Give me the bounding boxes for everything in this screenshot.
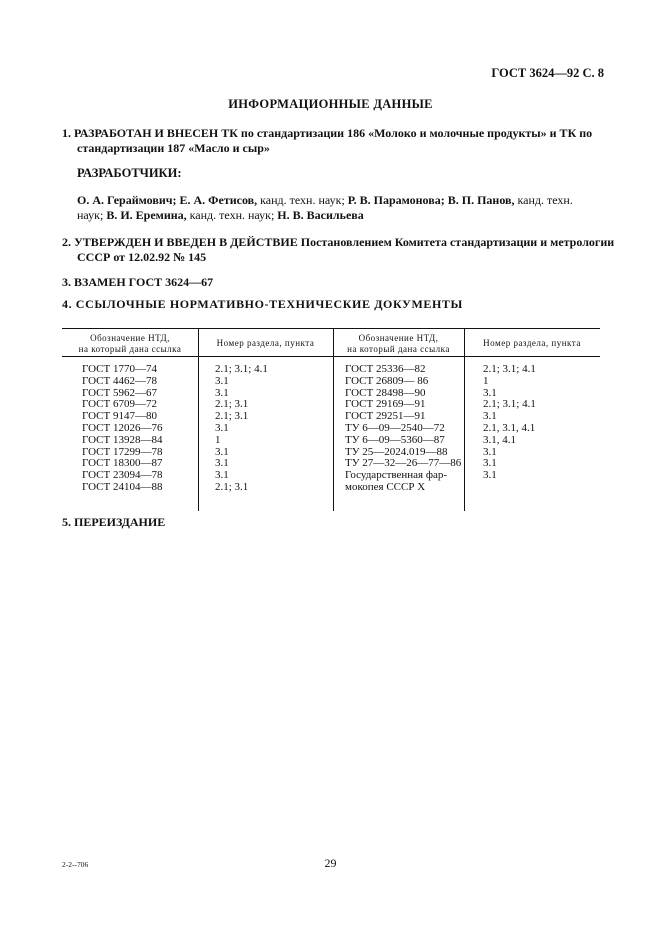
- column-header-line: Обозначение НТД,: [358, 333, 439, 343]
- column-header-line: Обозначение НТД,: [90, 333, 170, 343]
- table-cell: ГОСТ 4462—78: [82, 374, 157, 387]
- table-cell: 3.1: [215, 374, 229, 387]
- section-2-text: Постановлением Комитета стандартизации и метрологии СССР от 12.02.92 № 145: [77, 235, 615, 264]
- column-header-section: Номер раздела, пункта: [216, 338, 315, 348]
- table-cell: 3.1, 4.1: [483, 433, 516, 446]
- developer-name: В. И. Еремина,: [106, 208, 187, 222]
- document-reference: ГОСТ 3624—92 С. 8: [491, 66, 604, 80]
- table-cell: 2.1; 3.1: [215, 398, 249, 411]
- table-divider: [333, 328, 334, 511]
- table-cell: 3.1: [215, 445, 229, 458]
- table-cell: ТУ 6—09—2540—72: [345, 421, 445, 434]
- table-cell: ГОСТ 1770—74: [82, 363, 157, 375]
- table-cell: 1: [483, 374, 489, 387]
- table-cell: 3.1: [483, 457, 497, 470]
- table-cell: 2.1; 3.1; 4.1: [215, 363, 268, 375]
- table-cell: ГОСТ 13928—84: [82, 433, 163, 446]
- developers-list: [77, 193, 602, 223]
- table-cell: 3.1: [215, 421, 229, 434]
- table-cell: Государственная фар-: [345, 469, 448, 482]
- page-number: 29: [324, 856, 337, 870]
- right-sections-column: [483, 364, 536, 482]
- table-cell: 2.1; 3.1; 4.1: [483, 398, 536, 411]
- left-sections-column: [215, 364, 268, 494]
- table-cell: ГОСТ 9147—80: [82, 410, 157, 423]
- table-cell: 3.1: [483, 386, 497, 399]
- table-cell: 2.1, 3.1, 4.1: [483, 421, 536, 434]
- section-2-lead: 2. УТВЕРЖДЕН И ВВЕДЕН В ДЕЙСТВИЕ: [62, 235, 298, 249]
- column-header-line: на который дана ссылка: [78, 344, 182, 354]
- table-cell: 3.1: [483, 469, 497, 482]
- print-code: 2-2--706: [62, 860, 89, 869]
- table-cell: 3.1: [483, 445, 497, 458]
- table-cell: 3.1: [483, 410, 497, 423]
- table-cell: ГОСТ 5962—67: [82, 386, 157, 399]
- developer-name: В. П. Панов,: [447, 193, 515, 207]
- table-cell: ГОСТ 18300—87: [82, 457, 163, 470]
- table-cell: ТУ 6—09—5360—87: [345, 433, 445, 446]
- developers-label: РАЗРАБОТЧИКИ:: [77, 166, 182, 180]
- developer-name: Е. А. Фетисов,: [179, 193, 258, 207]
- developer-name: О. А. Гераймович;: [77, 193, 177, 207]
- section-4-references-heading: 4. ССЫЛОЧНЫЕ НОРМАТИВНО-ТЕХНИЧЕСКИЕ ДОКУМЕНТЫ: [62, 297, 463, 311]
- table-cell: ГОСТ 6709—72: [82, 398, 157, 411]
- column-header-ref-doc: [62, 333, 198, 355]
- table-cell: ГОСТ 17299—78: [82, 445, 163, 458]
- section-3-replaces: 3. ВЗАМЕН ГОСТ 3624—67: [62, 275, 214, 289]
- column-header-line: на который дана ссылка: [347, 344, 450, 354]
- page-title: ИНФОРМАЦИОННЫЕ ДАННЫЕ: [228, 97, 433, 111]
- table-cell: ТУ 27—32—26—77—86: [345, 457, 462, 470]
- table-cell: ГОСТ 29169—91: [345, 398, 426, 411]
- developer-name: Н. В. Васильева: [277, 208, 364, 222]
- section-2-approved: [62, 235, 617, 265]
- table-cell: ГОСТ 23094—78: [82, 469, 163, 482]
- table-cell: ГОСТ 24104—88: [82, 480, 163, 493]
- column-header-ref-doc: [333, 333, 464, 355]
- table-cell: ГОСТ 26809— 86: [345, 374, 429, 387]
- table-cell: 3.1: [215, 457, 229, 470]
- table-cell: 2.1; 3.1: [215, 480, 249, 493]
- table-cell: мокопея СССР X: [345, 480, 426, 493]
- right-docs-column: [345, 364, 461, 494]
- reference-documents-table: [62, 328, 600, 511]
- section-5-reissue: 5. ПЕРЕИЗДАНИЕ: [62, 515, 166, 529]
- table-cell: 2.1; 3.1; 4.1: [483, 363, 536, 375]
- table-cell: ГОСТ 12026—76: [82, 421, 163, 434]
- developer-title: канд. техн. наук;: [189, 208, 275, 222]
- table-cell: ГОСТ 28498—90: [345, 386, 426, 399]
- table-cell: 3.1: [215, 469, 229, 482]
- table-divider: [198, 328, 199, 511]
- table-cell: 3.1: [215, 386, 229, 399]
- left-docs-column: [82, 364, 162, 494]
- table-top-rule: [62, 328, 600, 329]
- developer-title: канд. техн. наук;: [77, 193, 573, 222]
- developer-title: канд. техн. наук;: [260, 193, 345, 207]
- developer-name: Р. В. Парамонова;: [347, 193, 445, 207]
- table-cell: ТУ 25—2024.019—88: [345, 445, 448, 458]
- table-cell: 2.1; 3.1: [215, 410, 249, 423]
- section-1-developed-by: 1. РАЗРАБОТАН И ВНЕСЕН ТК по стандартизации 186 «Молоко и молочные продукты» и ТК по стандартизации 187 «Масло и сыр»: [62, 126, 593, 155]
- table-cell: 1: [215, 433, 221, 446]
- table-divider: [464, 328, 465, 511]
- table-header-rule: [62, 356, 600, 357]
- table-cell: ГОСТ 25336—82: [345, 363, 426, 375]
- column-header-section: Номер раздела, пункта: [483, 338, 581, 348]
- table-cell: ГОСТ 29251—91: [345, 410, 426, 423]
